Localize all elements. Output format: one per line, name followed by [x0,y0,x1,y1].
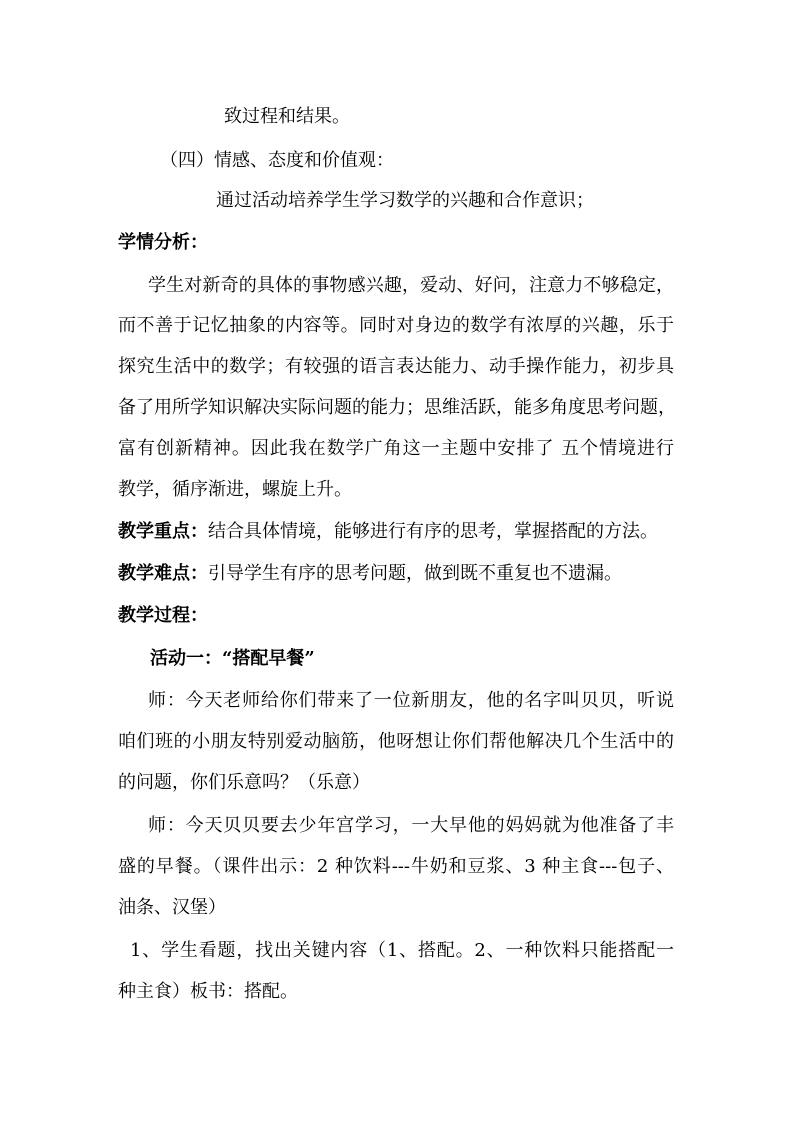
activity-one-title: 活动一：“搭配早餐” [150,648,315,669]
text-line: 探究生活中的数学；有较强的语言表达能力、动手操作能力，初步具 [118,356,674,377]
teaching-focus [118,521,658,543]
teaching-focus-label: 教学重点： [118,521,208,542]
text-line: 学生对新奇的具体的事物感兴趣，爱动、好问，注意力不够稳定， [148,275,674,296]
text-line: 教学，循序渐进，螺旋上升。 [118,479,352,500]
teaching-difficulty-label: 教学难点： [118,563,208,584]
text-line: 师：今天贝贝要去少年宫学习，一大早他的妈妈就为他准备了丰 [148,815,674,836]
text-line: 油条、汉堡） [118,897,226,918]
text-line: 的问题，你们乐意吗？（乐意） [118,772,370,793]
text-line: 种主食）板书：搭配。 [118,981,298,1002]
text-line: 师：今天老师给你们带来了一位新朋友，他的名字叫贝贝，听说 [148,690,674,711]
text-line: 备了用所学知识解决实际问题的能力；思维活跃，能多角度思考问题， [118,397,676,418]
text-line: 通过活动培养学生学习数学的兴趣和合作意识； [216,190,594,211]
teaching-difficulty-text: 引导学生有序的思考问题，做到既不重复也不遗漏。 [208,563,622,584]
heading-student-analysis: 学情分析： [118,232,208,253]
teaching-difficulty [118,563,622,585]
text-line: 1、学生看题，找出关键内容（1、搭配。2、一种饮料只能搭配一 [130,940,674,961]
text-line: 咱们班的小朋友特别爱动脑筋，他呀想让你们帮他解决几个生活中的 [118,731,674,752]
section-heading-emotion: （四）情感、态度和价值观： [160,150,394,171]
text-line: 致过程和结果。 [224,106,350,127]
text-line: 盛的早餐。（课件出示：2 种饮料---牛奶和豆浆、3 种主食---包子、 [118,856,674,877]
heading-teaching-process: 教学过程： [118,605,208,626]
text-line: 而不善于记忆抽象的内容等。同时对身边的数学有浓厚的兴趣，乐于 [118,315,674,336]
text-line: 富有创新精神。因此我在数学广角这一主题中安排了 五个情境进行 [118,438,674,459]
teaching-focus-text: 结合具体情境，能够进行有序的思考，掌握搭配的方法。 [208,521,658,542]
